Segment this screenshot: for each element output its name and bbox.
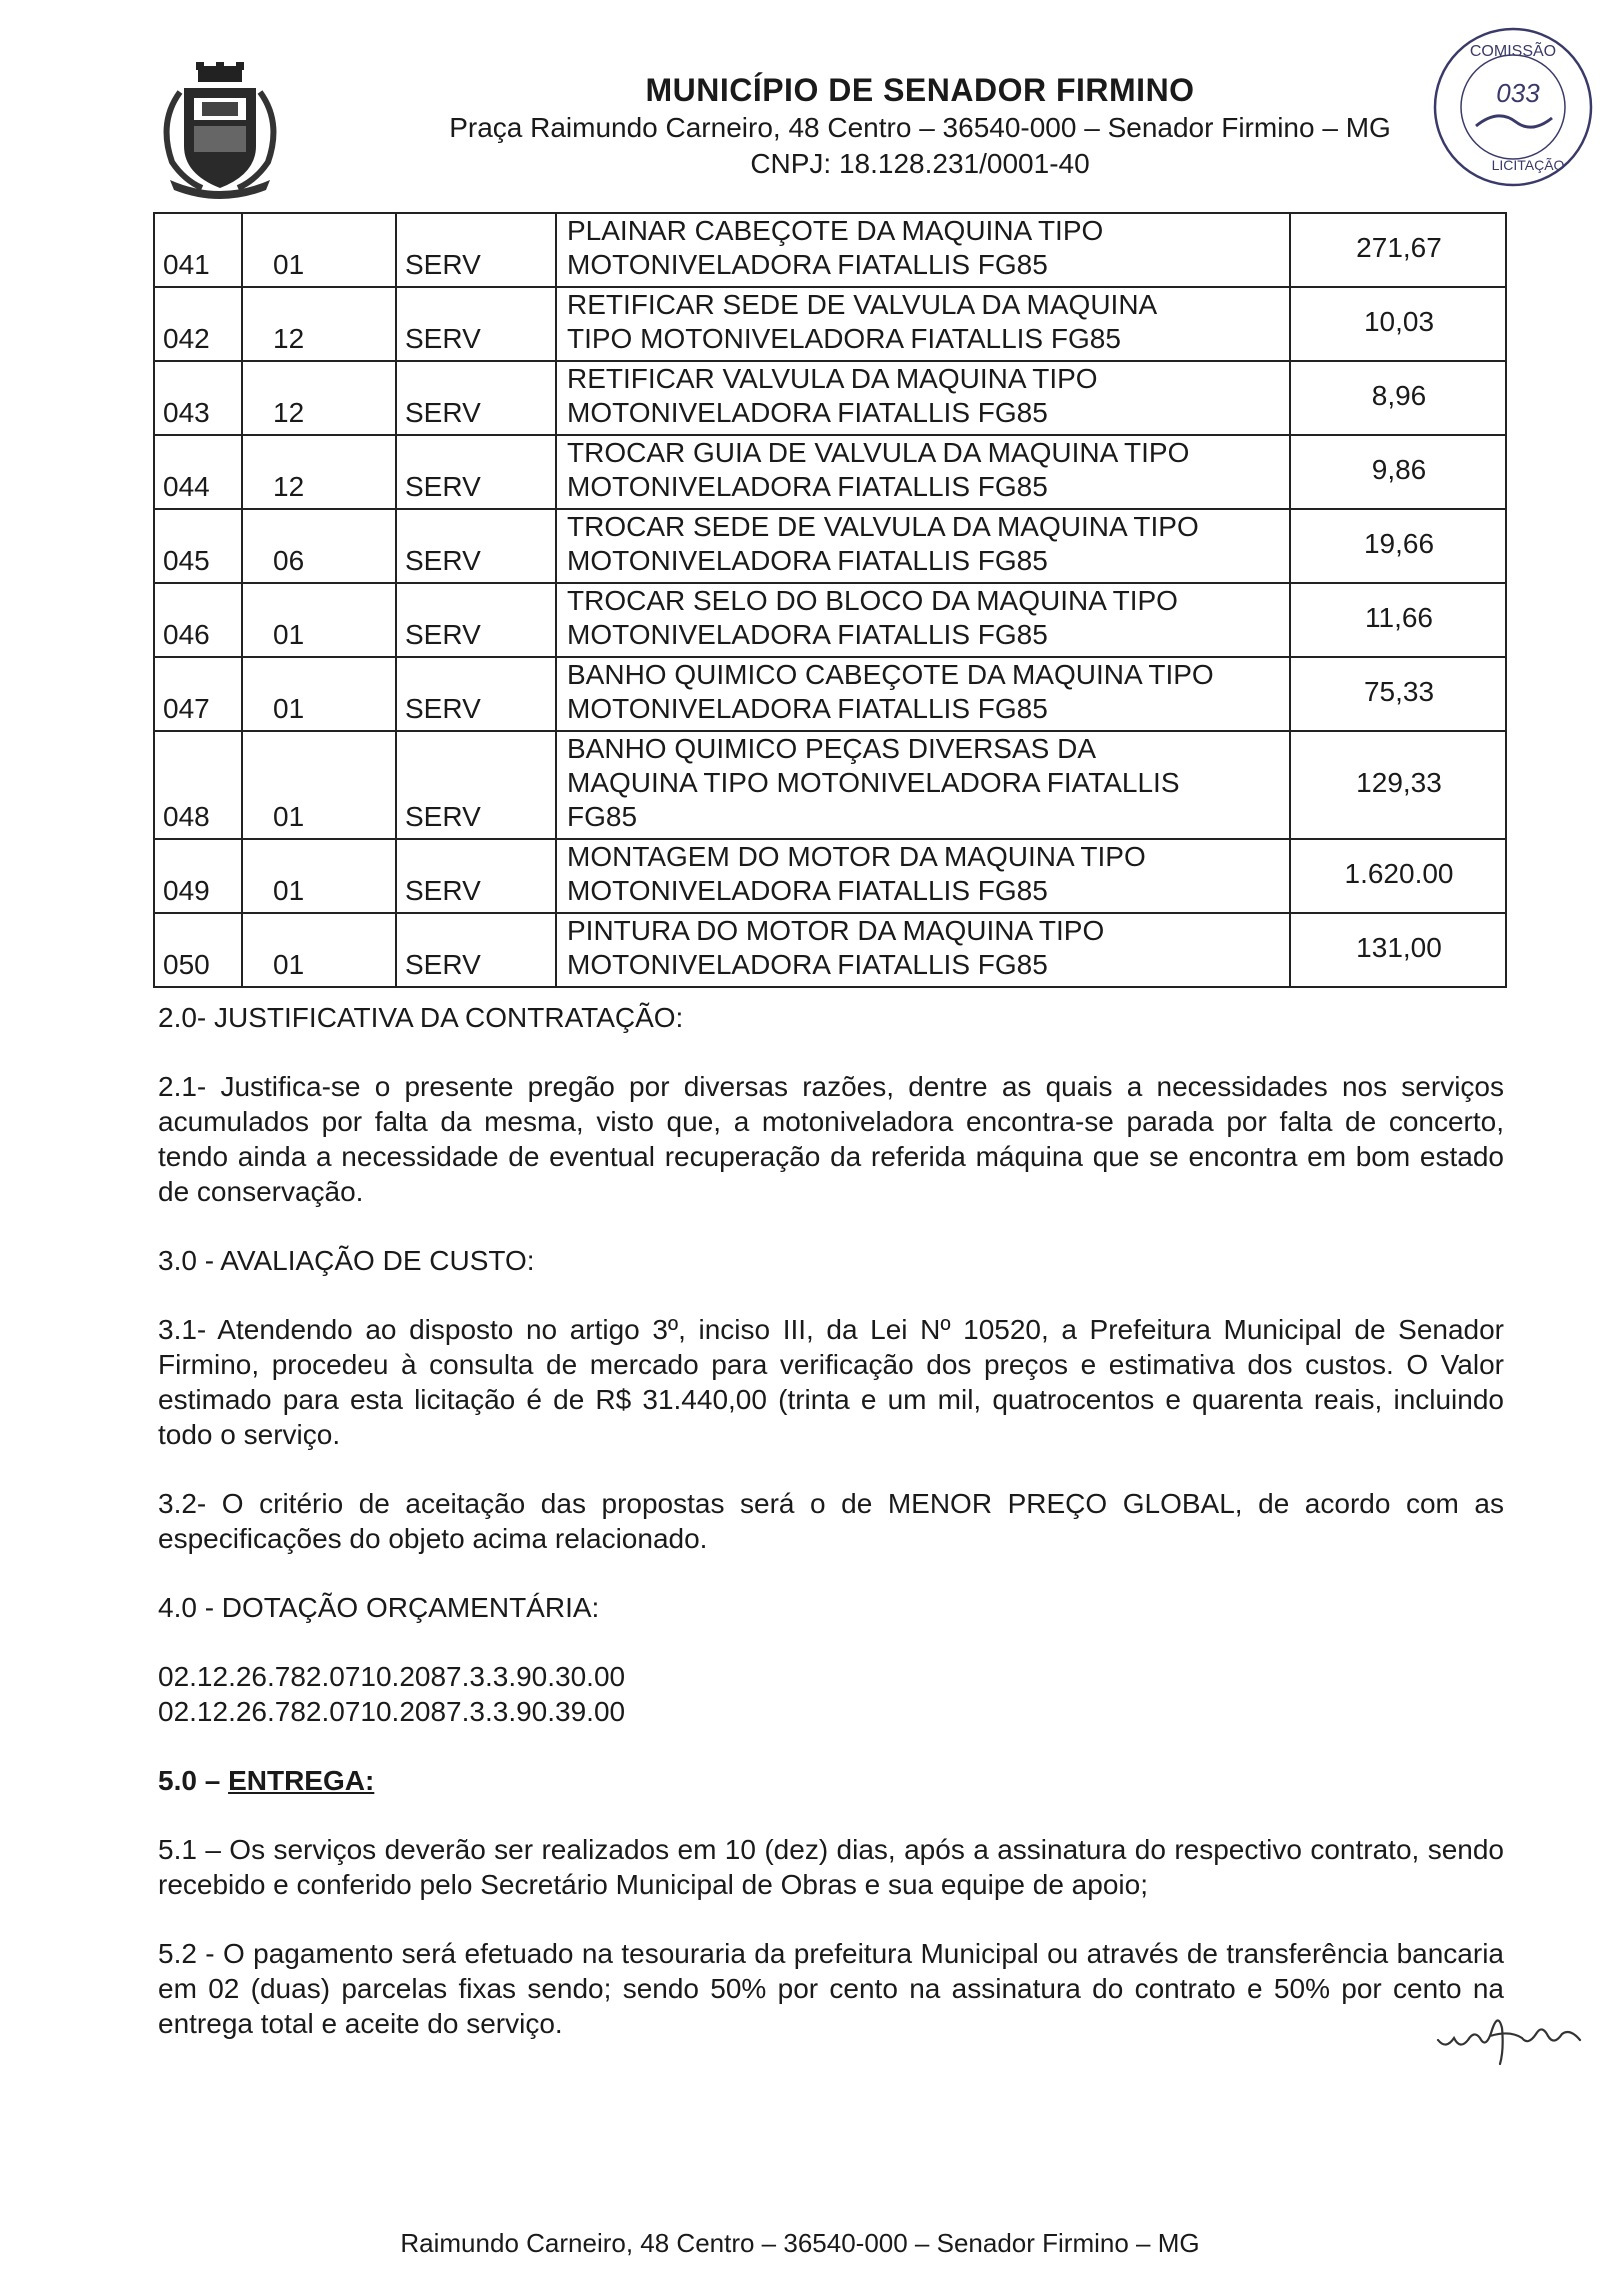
municipality-name: MUNICÍPIO DE SENADOR FIRMINO (645, 72, 1195, 108)
stamp-bottom-text: LICITAÇÃO (1491, 157, 1565, 173)
page-footer: Raimundo Carneiro, 48 Centro – 36540-000 – Senador Firmino – MG (400, 2228, 1200, 2258)
table-row (154, 361, 1506, 435)
unit-price-cell: 9,86 (1290, 435, 1506, 509)
description-cell (556, 839, 1290, 913)
item-number-cell: 050 (154, 913, 242, 987)
table-row (154, 583, 1506, 657)
budget-code: 02.12.26.782.0710.2087.3.3.90.30.00 (158, 1661, 626, 1692)
description-cell (556, 731, 1290, 839)
section-2-1-paragraph: 2.1- Justifica-se o presente pregão por diversas razões, dentre as quais a necessidades nos serviços acumulados por falta da mesma, visto que, a motoniveladora encontra-se parada por falta de concerto, tendo ainda a necessidade de eventual recuperação da referida máquina que se encontra em bom estado de conservação. (158, 1071, 1504, 1207)
item-number-cell: 049 (154, 839, 242, 913)
item-number-cell: 047 (154, 657, 242, 731)
quantity-cell: 12 (242, 361, 396, 435)
budget-code: 02.12.26.782.0710.2087.3.3.90.39.00 (158, 1696, 626, 1727)
stamp-top-text: COMISSÃO (1469, 43, 1557, 60)
budget-codes (158, 1659, 1504, 1729)
description-line: MOTONIVELADORA FIATALLIS FG85 (567, 249, 1048, 280)
quantity-cell: 12 (242, 435, 396, 509)
table-row (154, 839, 1506, 913)
unit-cell: SERV (396, 731, 556, 839)
unit-cell: SERV (396, 657, 556, 731)
description-cell (556, 287, 1290, 361)
description-line: TROCAR SEDE DE VALVULA DA MAQUINA TIPO (567, 511, 1199, 542)
description-cell (556, 213, 1290, 287)
description-line: MOTONIVELADORA FIATALLIS FG85 (567, 471, 1048, 502)
unit-cell: SERV (396, 509, 556, 583)
services-table (153, 212, 1507, 988)
description-cell (556, 657, 1290, 731)
item-number-cell: 045 (154, 509, 242, 583)
stamp-initials-icon (1476, 116, 1552, 127)
description-line: RETIFICAR SEDE DE VALVULA DA MAQUINA (567, 289, 1158, 320)
unit-price-cell: 75,33 (1290, 657, 1506, 731)
description-line: FG85 (567, 801, 638, 832)
document-body (158, 1000, 1504, 2075)
unit-price-cell: 11,66 (1290, 583, 1506, 657)
table-row (154, 913, 1506, 987)
section-2-heading: 2.0- JUSTIFICATIVA DA CONTRATAÇÃO: (158, 1002, 684, 1033)
commission-stamp (1428, 22, 1598, 192)
description-line: BANHO QUIMICO CABEÇOTE DA MAQUINA TIPO (567, 659, 1214, 690)
handwritten-signature (1430, 2000, 1590, 2070)
quantity-cell: 12 (242, 287, 396, 361)
section-5-1-paragraph: 5.1 – Os serviços deverão ser realizados em 10 (dez) dias, após a assinatura do respectivo contrato, sendo recebido e conferido pelo Secretário Municipal de Obras e sua equipe de apoio; (158, 1834, 1504, 1900)
unit-price-cell: 271,67 (1290, 213, 1506, 287)
description-line: MONTAGEM DO MOTOR DA MAQUINA TIPO (567, 841, 1146, 872)
quantity-cell: 01 (242, 213, 396, 287)
description-line: TROCAR SELO DO BLOCO DA MAQUINA TIPO (567, 585, 1178, 616)
item-number-cell: 042 (154, 287, 242, 361)
item-number-cell: 043 (154, 361, 242, 435)
table-row (154, 435, 1506, 509)
description-line: BANHO QUIMICO PEÇAS DIVERSAS DA (567, 733, 1096, 764)
quantity-cell: 01 (242, 657, 396, 731)
description-cell (556, 913, 1290, 987)
table-row (154, 509, 1506, 583)
item-number-cell: 046 (154, 583, 242, 657)
municipality-address: Praça Raimundo Carneiro, 48 Centro – 36540-000 – Senador Firmino – MG (449, 112, 1391, 143)
unit-cell: SERV (396, 583, 556, 657)
description-line: MOTONIVELADORA FIATALLIS FG85 (567, 949, 1048, 980)
section-5-number: 5.0 – (158, 1765, 229, 1796)
unit-cell: SERV (396, 435, 556, 509)
description-line: RETIFICAR VALVULA DA MAQUINA TIPO (567, 363, 1098, 394)
unit-price-cell: 131,00 (1290, 913, 1506, 987)
quantity-cell: 01 (242, 583, 396, 657)
section-4-heading: 4.0 - DOTAÇÃO ORÇAMENTÁRIA: (158, 1592, 600, 1623)
description-line: MOTONIVELADORA FIATALLIS FG85 (567, 619, 1048, 650)
section-5-title: ENTREGA: (228, 1765, 375, 1796)
section-3-heading: 3.0 - AVALIAÇÃO DE CUSTO: (158, 1245, 535, 1276)
description-cell (556, 435, 1290, 509)
description-line: MOTONIVELADORA FIATALLIS FG85 (567, 397, 1048, 428)
stamp-number: 033 (1496, 78, 1540, 108)
description-line: MAQUINA TIPO MOTONIVELADORA FIATALLIS (567, 767, 1180, 798)
description-line: MOTONIVELADORA FIATALLIS FG85 (567, 545, 1048, 576)
quantity-cell: 01 (242, 731, 396, 839)
description-cell (556, 583, 1290, 657)
unit-cell: SERV (396, 361, 556, 435)
quantity-cell: 06 (242, 509, 396, 583)
description-line: PLAINAR CABEÇOTE DA MAQUINA TIPO (567, 215, 1104, 246)
description-line: MOTONIVELADORA FIATALLIS FG85 (567, 875, 1048, 906)
unit-price-cell: 129,33 (1290, 731, 1506, 839)
letterhead (380, 70, 1460, 182)
unit-price-cell: 10,03 (1290, 287, 1506, 361)
section-5-2-paragraph: 5.2 - O pagamento será efetuado na tesouraria da prefeitura Municipal ou através de transferência bancaria em 02 (duas) parcelas fixas sendo; sendo 50% por cento na assinatura do contrato e 50% por cento na entrega total e aceite do serviço. (158, 1938, 1504, 2039)
section-5-heading (158, 1763, 1504, 1798)
unit-cell: SERV (396, 913, 556, 987)
unit-cell: SERV (396, 287, 556, 361)
description-cell (556, 361, 1290, 435)
quantity-cell: 01 (242, 913, 396, 987)
unit-price-cell: 8,96 (1290, 361, 1506, 435)
item-number-cell: 048 (154, 731, 242, 839)
municipal-crest-icon (150, 62, 290, 202)
description-line: MOTONIVELADORA FIATALLIS FG85 (567, 693, 1048, 724)
item-number-cell: 044 (154, 435, 242, 509)
unit-price-cell: 19,66 (1290, 509, 1506, 583)
table-row (154, 213, 1506, 287)
item-number-cell: 041 (154, 213, 242, 287)
municipality-cnpj: CNPJ: 18.128.231/0001-40 (750, 148, 1090, 179)
section-3-1-paragraph: 3.1- Atendendo ao disposto no artigo 3º, inciso III, da Lei Nº 10520, a Prefeitura Municipal de Senador Firmino, procedeu à consulta de mercado para verificação dos preços e estimativa dos custos. O Valor estimado para esta licitação é de R$ 31.440,00 (trinta e um mil, quatrocentos e quarenta reais, incluindo todo o serviço. (158, 1314, 1504, 1450)
table-row (154, 287, 1506, 361)
description-cell (556, 509, 1290, 583)
unit-price-cell: 1.620.00 (1290, 839, 1506, 913)
unit-cell: SERV (396, 213, 556, 287)
unit-cell: SERV (396, 839, 556, 913)
table-row (154, 657, 1506, 731)
table-row (154, 731, 1506, 839)
quantity-cell: 01 (242, 839, 396, 913)
section-3-2-paragraph: 3.2- O critério de aceitação das propostas será o de MENOR PREÇO GLOBAL, de acordo com as especificações do objeto acima relacionado. (158, 1488, 1504, 1554)
description-line: TROCAR GUIA DE VALVULA DA MAQUINA TIPO (567, 437, 1190, 468)
description-line: PINTURA DO MOTOR DA MAQUINA TIPO (567, 915, 1105, 946)
description-line: TIPO MOTONIVELADORA FIATALLIS FG85 (567, 323, 1121, 354)
